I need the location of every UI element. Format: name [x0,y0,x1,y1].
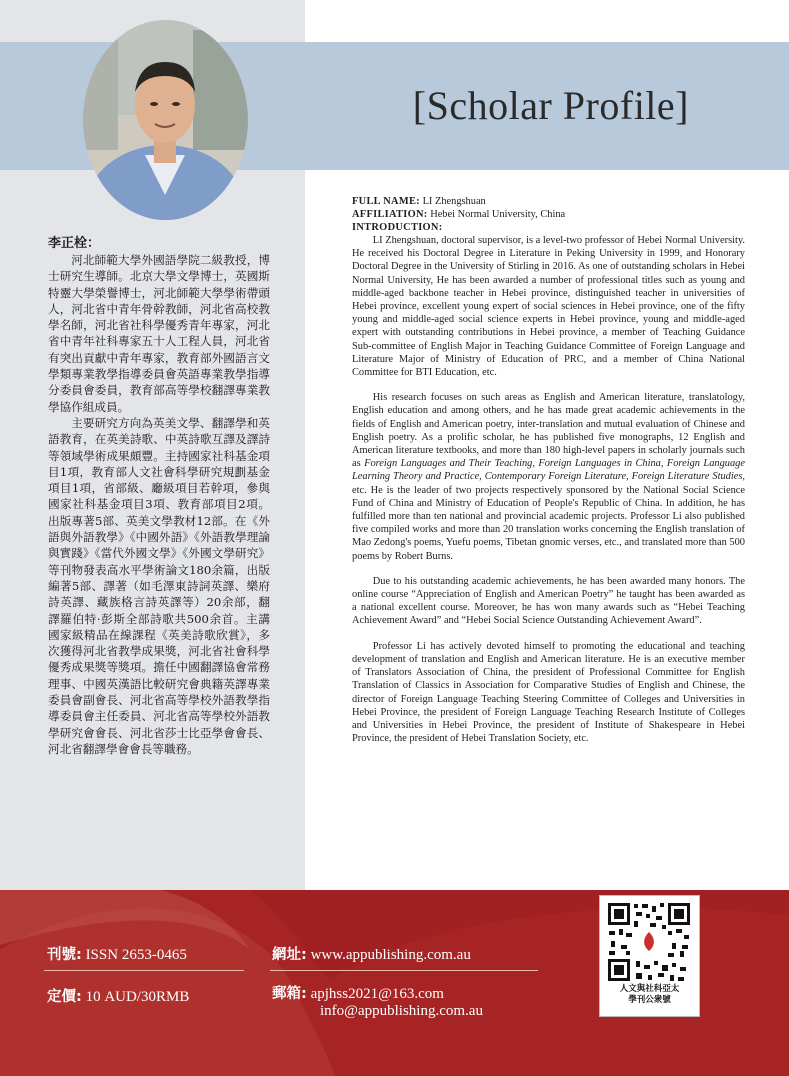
full-name-value: LI Zhengshuan [422,196,486,207]
qr-code-icon [606,901,692,983]
full-name-label: FULL NAME: [352,196,420,207]
qr-caption [600,984,699,1006]
english-paragraph-4: Professor Li has actively devoted himself to promoting the educational and teaching development of translation and English and American literature. He is an executive member of Translators Association of China, the president of Professional Committee for English Translation of Classics in Association for Comparative Studies of English and Chinese, the director of Foreign Language Teaching Steering Committee of Colleges and Universities in Hebei Province, the president of Foreign Language Teaching Research Institute of Colleges and Universities in Hebei Province, the president of Institute of Shakespeare in Hebei Province, the president of Hebei Translation Society, etc. [352,640,745,745]
journal-list: Foreign Languages and Their Teaching, Foreign Languages in China, Foreign Language Learning Theory and Practice, Contemporary Foreign Literature, Foreign Literature Studies, [352,458,745,483]
chinese-paragraph: 河北師範大學外國語學院二級教授，博士研究生導師。北京大學文學博士，英國斯特靈大學榮譽博士，河北師範大學學術帶頭人，河北省中青年骨幹教師，河北省高校教學名師，河北省社科學優秀青年專家，河北省中青年社科專家五十人工程人員，河北省有突出貢獻中青年專家，教育部外國語言文學類專業教學指導委員會英語專業教學指導分委員會委員，教育部高等學校翻譯專業教學協作組成員。 [48,253,270,414]
page-title: [Scholar Profile] [412,83,689,128]
scholar-portrait [83,20,248,220]
english-biography [352,195,745,757]
website-row [272,943,471,964]
issn-value: ISSN 2653-0465 [85,947,187,963]
website-label: 網址: [272,947,307,963]
price-label: 定價: [47,989,82,1005]
email-label: 郵箱: [272,986,307,1002]
english-paragraph-1: LI Zhengshuan, doctoral supervisor, is a level-two professor of Hebei Normal University. He received his Doctoral Degree in Literature in Peking University in 1999, and Honorary Doctoral Degree in the University of Stirling in 2016. As one of outstanding scholars in Hebei Normal University, He has been awarded a number of professional titles such as young and middle-aged backbone teacher in Hebei province, distinguished teacher in universities of Hebei province, excellent young expert of social sciences in Hebei province, one of the fifty young and middle-aged social science experts in Hebei province, young and middle-aged expert with outstanding contributions in Hebei province, a member of Teaching Guidance Sub-committee of English Major in Teaching Guidance Committee of Foreign Language and Literature Major of Ministry of Education of PRC, and a member of China National Committee for BTI Education, etc. [352,235,745,379]
introduction-row [352,221,745,234]
chinese-biography [48,252,270,757]
affiliation-value: Hebei Normal University, China [430,209,566,220]
qr-caption-line-2: 學刊公衆號 [628,995,671,1005]
issn-label: 刊號: [47,947,82,963]
chinese-paragraph: 主要研究方向為英美文學、翻譯學和英語教育，在英美詩歌、中英詩歌互譯及譯詩等領域學術成果頗豐。主持國家社科基金項目1項，教育部人文社會科學研究規劃基金項目1項，省部級、廳級項目若幹項，參與國家社科基金項目3項、教育部項目2項。出版專著5部、英美文學教材12部。在《外語與外語教學》《中國外語》《外語教學理論與實踐》《當代外國文學》《外國文學研究》等刊物發表高水平學術論文180余篇，出版編著5部、譯著（如毛澤東詩詞英譯、樂府詩英譯、藏族格言詩英譯等）20余部，翻譯羅伯特·彭斯全部詩歌共500余首。主講國家級精品在線課程《英美詩歌欣賞》，多次獲得河北省教學成果獎，河北省社會科學優秀成果獎等獎項。擔任中國翻譯協會常務理事、中國英漢語比較研究會典籍英譯專業委員會副會長、河北省高等學校外語教學指導委員會主任委員、河北省高等學校外語教學研究會會長、河北省莎士比亞學會會長、河北省翻譯學會會長等職務。 [48,415,270,756]
footer-divider [270,970,538,971]
issn-row [47,943,187,964]
paragraph-2-part-a: His research focuses on such areas as English and American literature, translatology, English education and among others, and he has made great academic achievements in the fields of English and American poetry, inter-translation and mutual evaluation of Chinese and English poetry. As a prolific scholar, he has published five monographs, 12 English and American literature textbooks, and more than 180 high-level papers in scholarly journals such as [352,392,745,470]
full-name-row [352,195,745,208]
paragraph-2-part-b: etc. He is the leader of two projects respectively sponsored by the National Social Science Fund of China and Ministry of Education of People's Republic of China. In addition, he has fulfilled more than ten national and provincial academic projects. Professor Li also published five compiled works and more than 20 translation works concerning the English translation of Mao Zedong's poems, Yuefu poems, Tibetan gnomic verses, etc., and translated more than 500 poems by Robert Burns. [352,484,745,562]
introduction-label: INTRODUCTION: [352,222,443,233]
chinese-name: 李正栓： [48,236,101,251]
qr-caption-line-1: 人文與社科亞太 [619,984,680,994]
price-value: 10 AUD/30RMB [85,989,190,1005]
affiliation-row [352,208,745,221]
email-row [272,982,444,1003]
email-link-2[interactable]: info@appublishing.com.au [320,1003,483,1019]
portrait-image [83,20,248,220]
english-paragraph-2 [352,391,745,563]
price-row [47,985,189,1006]
english-paragraph-3: Due to his outstanding academic achievements, he has been awarded many honors. The online course “Appreciation of English and American Poetry” he taught has been awarded as a national excellent course. Moreover, he has won many awards such as “Hebei Teaching Achievement Award” and “Hebei Social Science Outstanding Achievement Award”. [352,575,745,627]
qr-code-panel [599,895,700,1017]
website-link[interactable]: www.appublishing.com.au [310,947,471,963]
footer-divider [44,970,244,971]
email-link-1[interactable]: apjhss2021@163.com [310,986,444,1002]
affiliation-label: AFFILIATION: [352,209,428,220]
